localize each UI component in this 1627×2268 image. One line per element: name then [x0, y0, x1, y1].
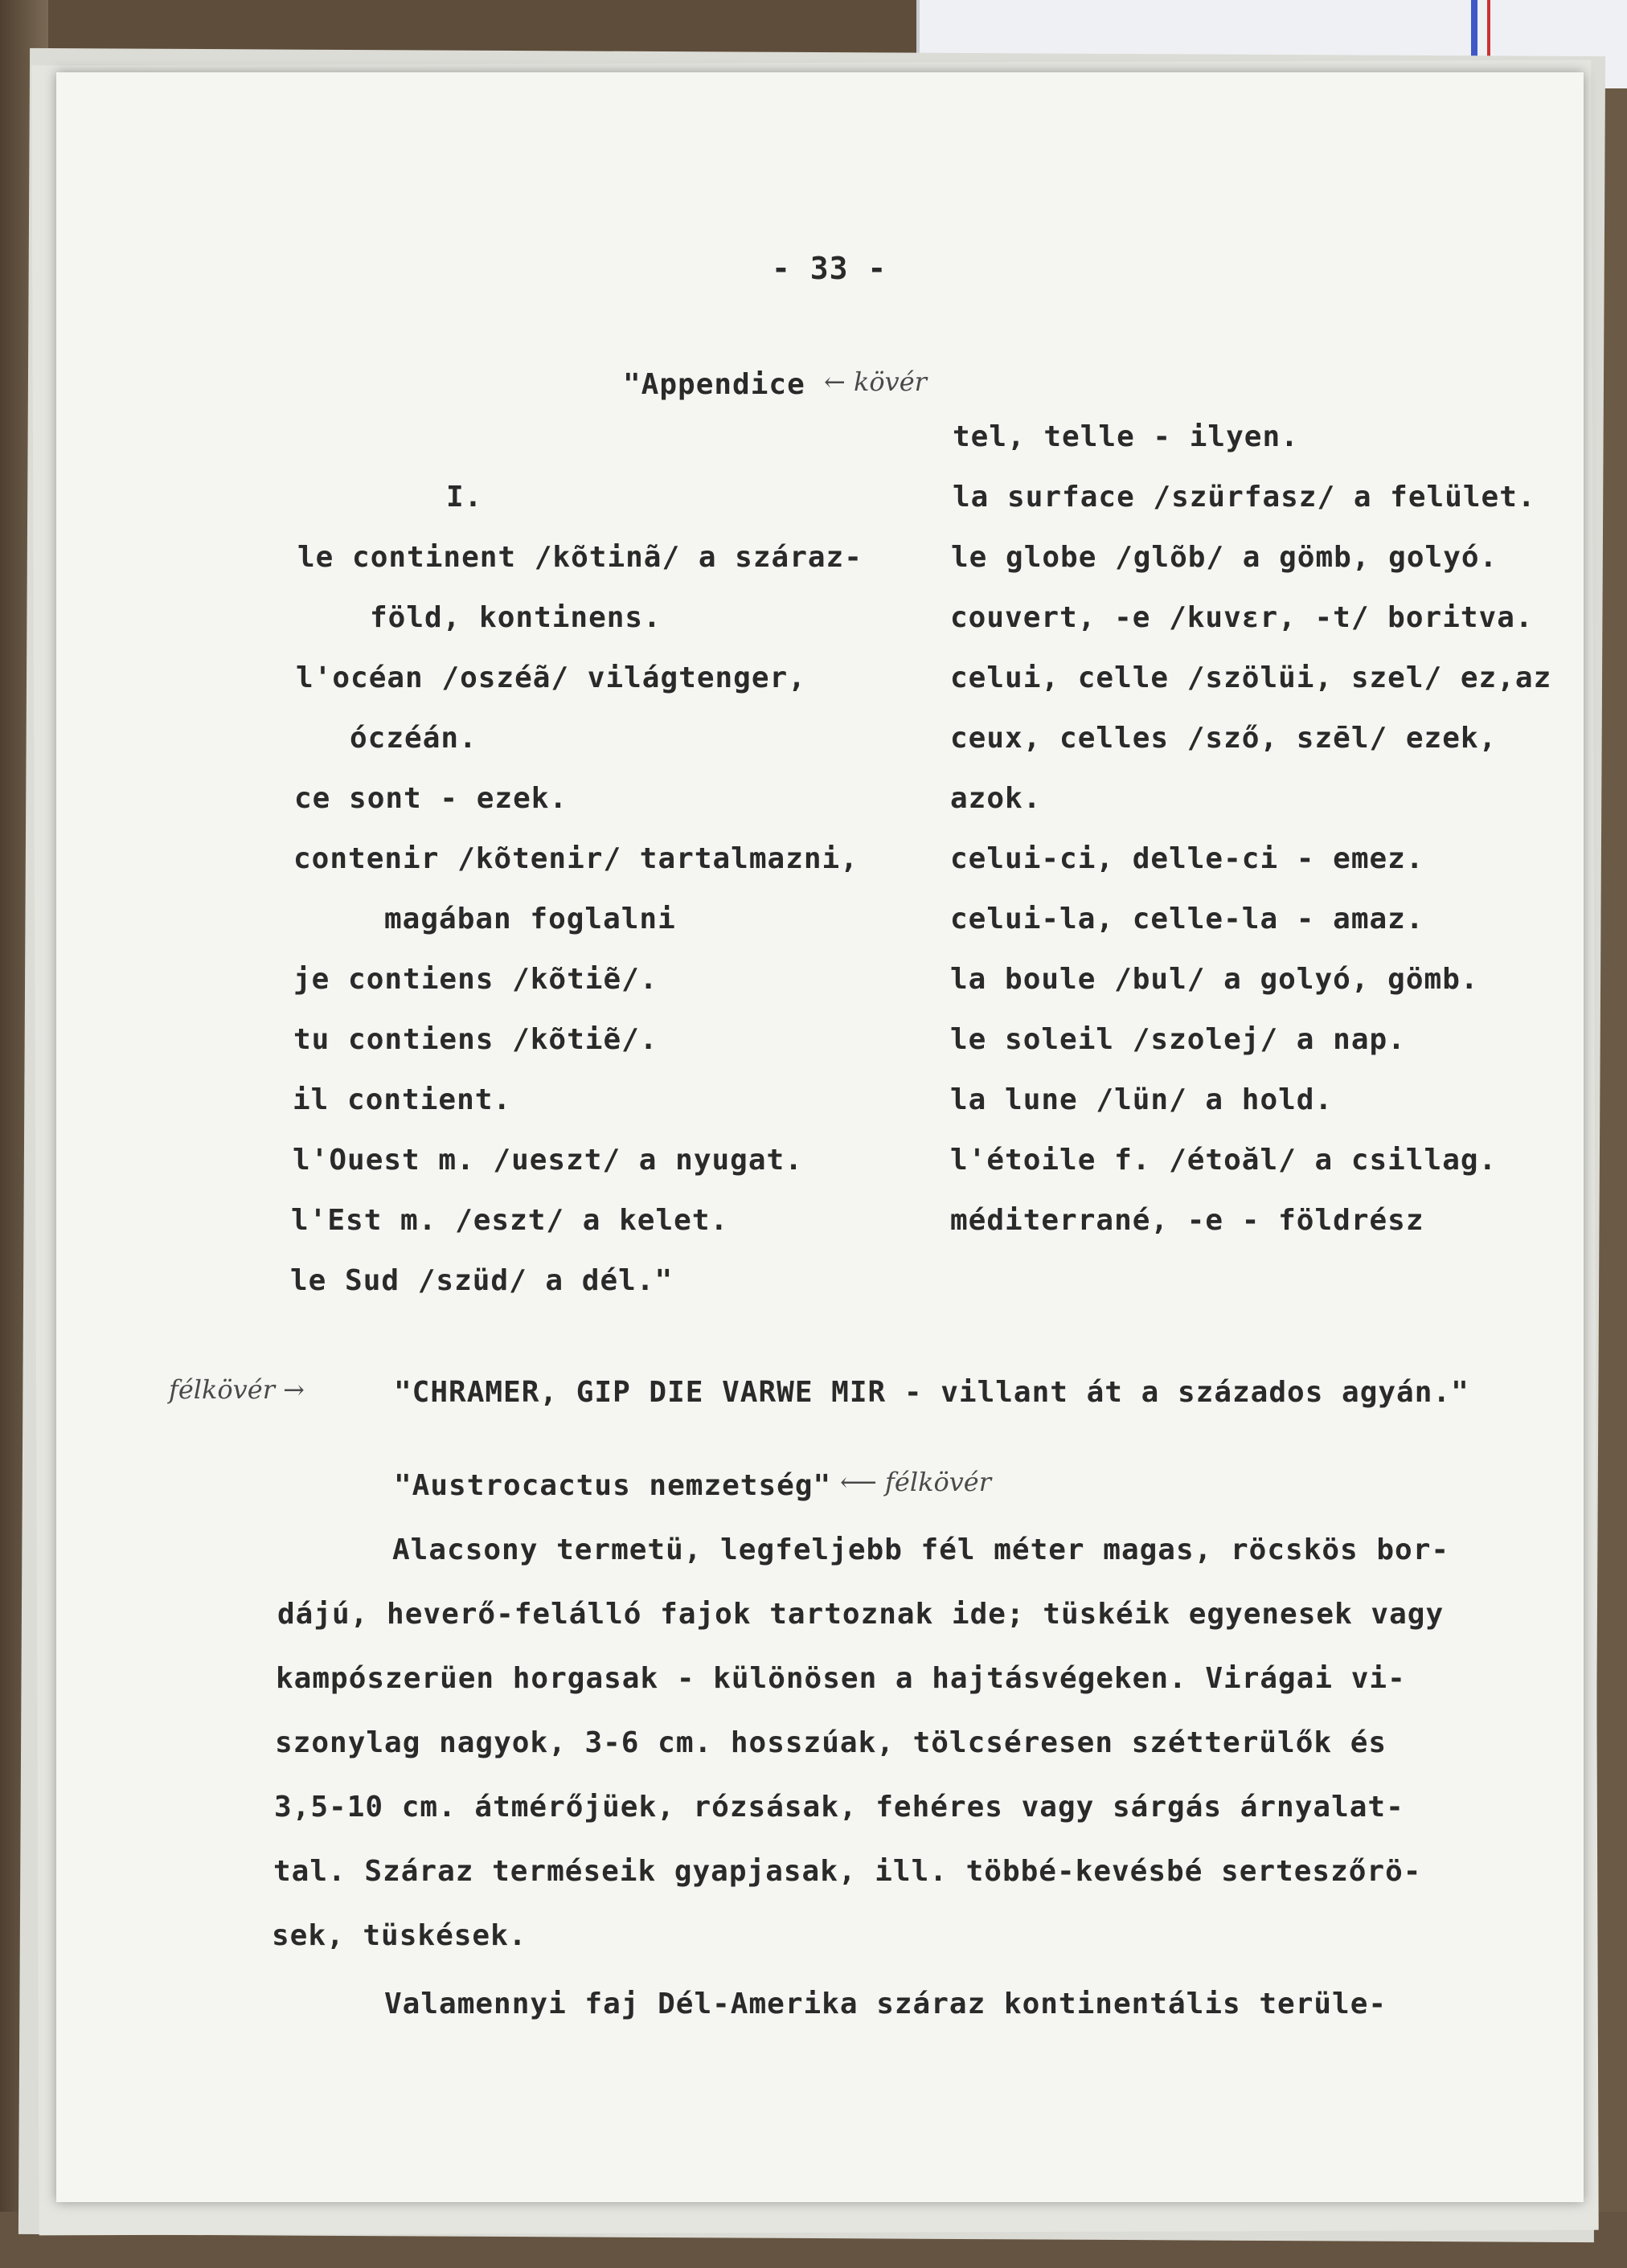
- right-column-line: celui-la, celle-la - amaz.: [950, 903, 1424, 935]
- handwritten-note-kover: ← kövér: [824, 366, 927, 397]
- right-column-line: ceux, celles /sző, szēl/ ezek,: [950, 722, 1498, 755]
- right-column-line: le soleil /szolej/ a nap.: [950, 1023, 1406, 1056]
- handwritten-note-felkover: félkövér →: [169, 1374, 305, 1405]
- paragraph-line: dájú, heverő-felálló fajok tartoznak ide; tüskéik egyenesek vagy: [277, 1598, 1445, 1631]
- paragraph-line: sek, tüskések.: [272, 1919, 527, 1952]
- right-column-line: tel, telle - ilyen.: [953, 420, 1299, 453]
- appendix-title: "Appendice: [623, 368, 805, 401]
- paragraph-line: Valamennyi faj Dél-Amerika száraz kontinentális terüle-: [384, 1988, 1387, 2020]
- quote-line: "CHRAMER, GIP DIE VARWE MIR - villant át a százados agyán.": [394, 1376, 1469, 1409]
- right-column-line: méditerrané, -e - földrész: [950, 1204, 1424, 1237]
- left-column-line: il contient.: [293, 1083, 512, 1116]
- left-column-line: ce sont - ezek.: [294, 782, 568, 815]
- left-column-line: tu contiens /kõtiẽ/.: [293, 1023, 658, 1056]
- paragraph-line: kampószerüen horgasak - különösen a hajtásvégeken. Virágai vi-: [276, 1662, 1406, 1695]
- right-column-line: le globe /glõb/ a gömb, golyó.: [951, 541, 1498, 574]
- left-column-line: föld, kontinens.: [370, 601, 662, 634]
- paragraph-line: szonylag nagyok, 3-6 cm. hosszúak, tölcséresen szétterülők és: [275, 1726, 1387, 1759]
- right-column-line: couvert, -e /kuvɛr, -t/ boritva.: [950, 601, 1534, 634]
- right-column-line: azok.: [950, 782, 1042, 815]
- page-number: - 33 -: [772, 251, 887, 286]
- left-column-line: magában foglalni: [384, 903, 676, 935]
- right-column-line: la surface /szürfasz/ a felület.: [953, 481, 1536, 514]
- paragraph-line: Alacsony termetü, legfeljebb fél méter magas, röcskös bor-: [392, 1533, 1450, 1566]
- paragraph-line: tal. Száraz terméseik gyapjasak, ill. többé-kevésbé serteszőrö-: [273, 1855, 1422, 1888]
- right-column-line: la boule /bul/ a golyó, gömb.: [950, 963, 1479, 996]
- right-column-line: celui-ci, delle-ci - emez.: [950, 842, 1424, 875]
- left-column-line: contenir /kõtenir/ tartalmazni,: [293, 842, 859, 875]
- typewritten-page: [56, 72, 1584, 2202]
- left-column-line: l'océan /oszéã/ világtenger,: [296, 661, 806, 694]
- section-title: "Austrocactus nemzetség": [394, 1469, 832, 1502]
- right-column-line: l'étoile f. /étoăl/ a csillag.: [950, 1144, 1498, 1177]
- left-column-line: óczéán.: [350, 722, 477, 755]
- handwritten-note-felkover2: ⟵ félkövér: [840, 1467, 992, 1497]
- left-column-line: l'Ouest m. /ueszt/ a nyugat.: [293, 1144, 803, 1177]
- right-column-line: celui, celle /szölüi, szel/ ez,az: [950, 661, 1552, 694]
- left-column-line: le continent /kõtinã/ a száraz-: [297, 541, 863, 574]
- left-column-line: le Sud /szüd/ a dél.": [290, 1264, 674, 1297]
- right-column-line: la lune /lün/ a hold.: [950, 1083, 1334, 1116]
- paragraph-line: 3,5-10 cm. átmérőjüek, rózsásak, fehéres vagy sárgás árnyalat-: [274, 1791, 1404, 1824]
- left-column-line: je contiens /kõtiẽ/.: [293, 963, 658, 996]
- left-column-line: I.: [446, 481, 483, 514]
- left-column-line: l'Est m. /eszt/ a kelet.: [291, 1204, 729, 1237]
